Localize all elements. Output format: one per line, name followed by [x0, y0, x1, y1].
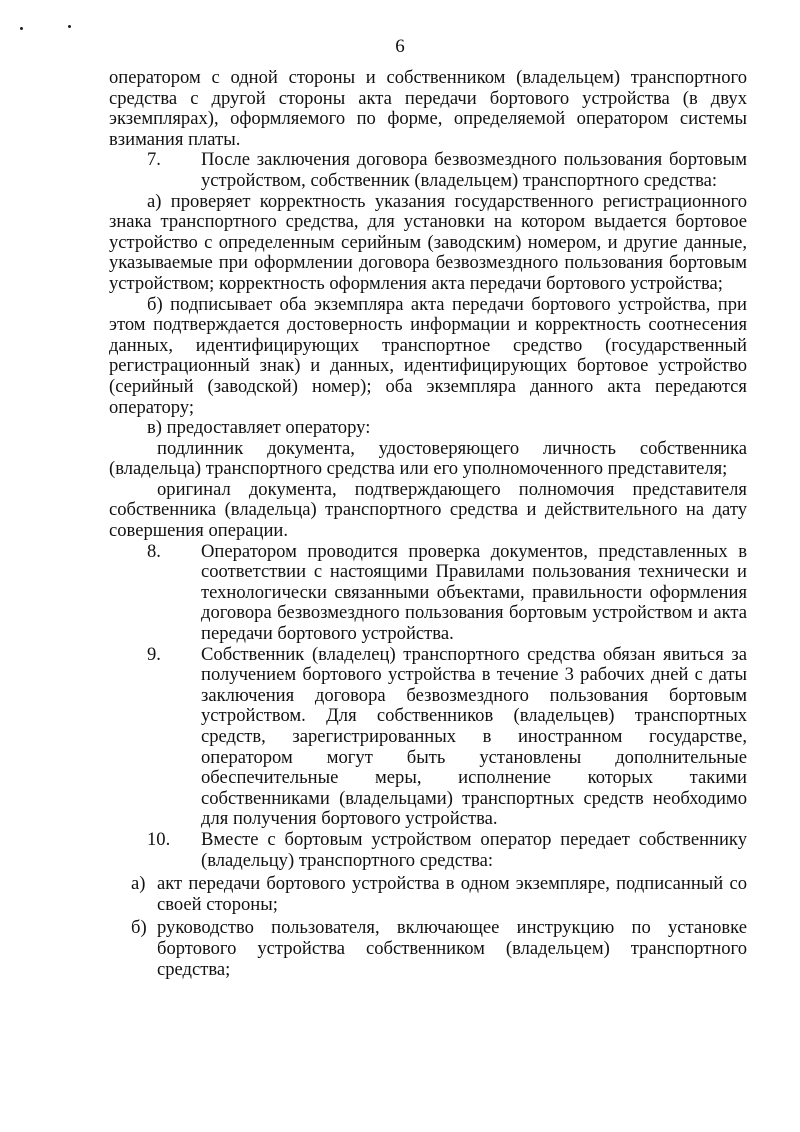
- clause-8: [109, 542, 747, 645]
- list-item-text: руководство пользователя, включающее инструкцию по установке бортового устройства собственником (владельцем) транспортного средства;: [157, 917, 747, 980]
- clause-7-item-c: в) предоставляет оператору:: [147, 417, 371, 439]
- list-item-text: акт передачи бортового устройства в одном экземпляре, подписанный со своей стороны;: [157, 873, 747, 915]
- clause-10-item-a: [109, 874, 747, 915]
- clause-number: 9.: [147, 643, 161, 665]
- clause-7-item-a: а) проверяет корректность указания государственного регистрационного знака транспортного средства, для установки на котором выдается бортовое устройство с определенным серийным (заводским) номером, и другие данные, указываемые при оформлении договора безвозмездного пользования бортовым устройством; корректность оформления акта передачи бортового устройства;: [109, 190, 747, 294]
- scan-speck: [68, 25, 71, 28]
- list-marker: б): [131, 917, 147, 939]
- clause-text: Вместе с бортовым устройством оператор передает собственнику (владельцу) транспортного средства:: [201, 828, 747, 871]
- scan-speck: [20, 27, 23, 30]
- document-body: [109, 68, 747, 980]
- clause-7-item-b: б) подписывает оба экземпляра акта передачи бортового устройства, при этом подтверждается достоверность информации и корректность соотнесения данных, идентифицирующих транспортное средство (государственный регистрационный знак) и данных, идентифицирующих бортовое устройство (серийный (заводской) номер); оба экземпляра данного акта передаются оператору;: [109, 293, 747, 418]
- clause-7-item-c-sub-2: оригинал документа, подтверждающего полномочия представителя собственника (владельца) транспортного средства и действительного на дату совершения операции.: [109, 478, 747, 542]
- clause-7: [109, 150, 747, 191]
- clause-9: [109, 645, 747, 830]
- page-number: 6: [395, 36, 405, 57]
- clause-text: Оператором проводится проверка документов, представленных в соответствии с настоящими Правилами пользования технически и технологически связанными объектами, правильности оформления договора безвозмездного пользования бортовым устройством и акта передачи бортового устройства.: [201, 540, 747, 645]
- clause-number: 10.: [147, 828, 171, 850]
- clause-number: 8.: [147, 540, 161, 562]
- clause-7-item-c-sub-1: подлинник документа, удостоверяющего личность собственника (владельца) транспортного средства или его уполномоченного представителя;: [109, 437, 747, 480]
- clause-number: 7.: [147, 149, 161, 171]
- clause-text: После заключения договора безвозмездного пользования бортовым устройством, собственник (владельцем) транспортного средства:: [201, 149, 747, 191]
- clause-10: [109, 830, 747, 871]
- list-marker: а): [131, 873, 146, 895]
- paragraph-continuation: оператором с одной стороны и собственником (владельцем) транспортного средства с другой стороны акта передачи бортового устройства (в двух экземплярах), оформляемого по форме, определяемой оператором системы взимания платы.: [109, 67, 747, 150]
- clause-10-item-b: [109, 918, 747, 980]
- clause-text: Собственник (владелец) транспортного средства обязан явиться за получением бортового устройства в течение 3 рабочих дней с даты заключения договора безвозмездного пользования бортовым устройством. Для собственников (владельцев) транспортных средств, зарегистрированных в иностранном государстве, оператором могут быть установлены дополнительные обеспечительные меры, исполнение которых такими собственниками (владельцами) транспортных средств необходимо для получения бортового устройства.: [201, 643, 747, 830]
